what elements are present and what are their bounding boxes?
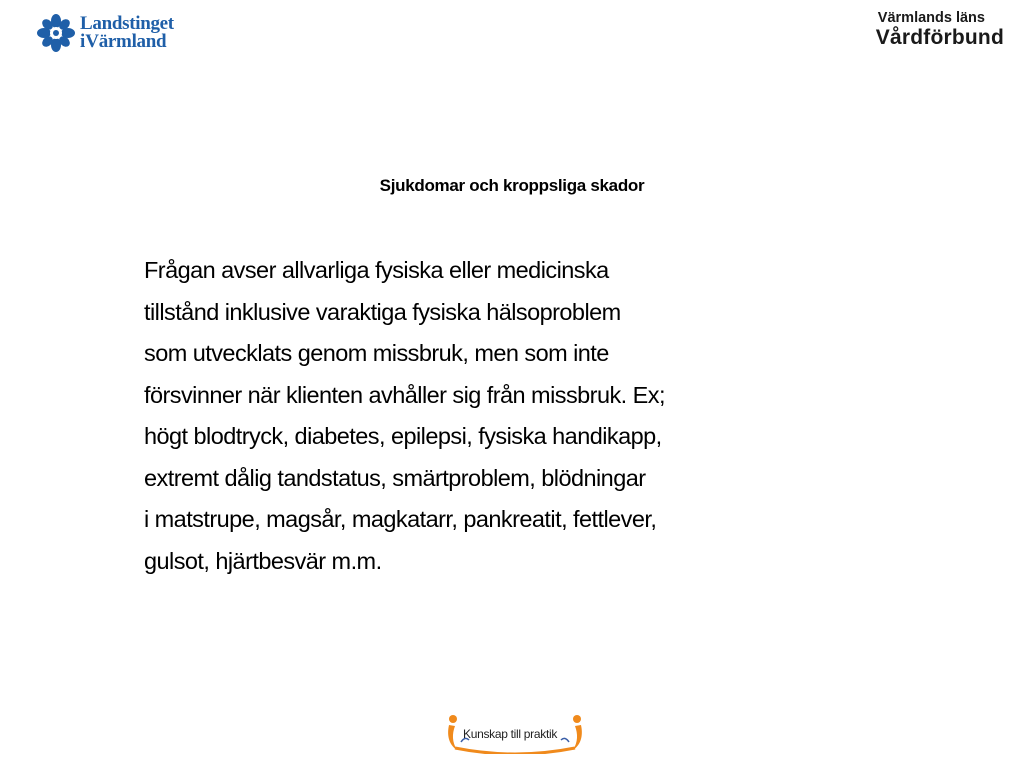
logo-varmland: Värmland bbox=[85, 31, 167, 52]
logo-line-vardforbund: Vårdförbund bbox=[875, 26, 1004, 49]
landstinget-logo bbox=[36, 10, 176, 56]
slide-body-text: Frågan avser allvarliga fysiska eller medicinska tillstånd inklusive varaktiga fysiska hälsoproblem som utvecklats genom missbruk, men som inte försvinner när klienten avhåller sig från missbruk. Ex; högt blodtryck, diabetes, epilepsi, fysiska handikapp, extremt dålig tandstatus, smärtproblem, blödningar i matstrupe, magsår, magkatarr, pankreatit, fettlever, gulsot, hjärtbesvär m.m. bbox=[144, 257, 665, 574]
logo-prefix-i: i bbox=[80, 31, 86, 52]
logo-line-varmland bbox=[80, 33, 174, 51]
logo-line-landstinget: Landstinget bbox=[80, 13, 174, 34]
slide-title: Sjukdomar och kroppsliga skador bbox=[379, 176, 645, 195]
kunskap-till-praktik-logo bbox=[445, 712, 585, 754]
snowflake-star-icon bbox=[36, 13, 76, 53]
logo-text-kunskap: Kunskap till praktik bbox=[463, 727, 558, 741]
logo-line-varmlands-lans: Värmlands läns bbox=[877, 10, 985, 26]
vardforbund-logo bbox=[876, 10, 1004, 50]
landstinget-wordmark bbox=[80, 15, 174, 51]
